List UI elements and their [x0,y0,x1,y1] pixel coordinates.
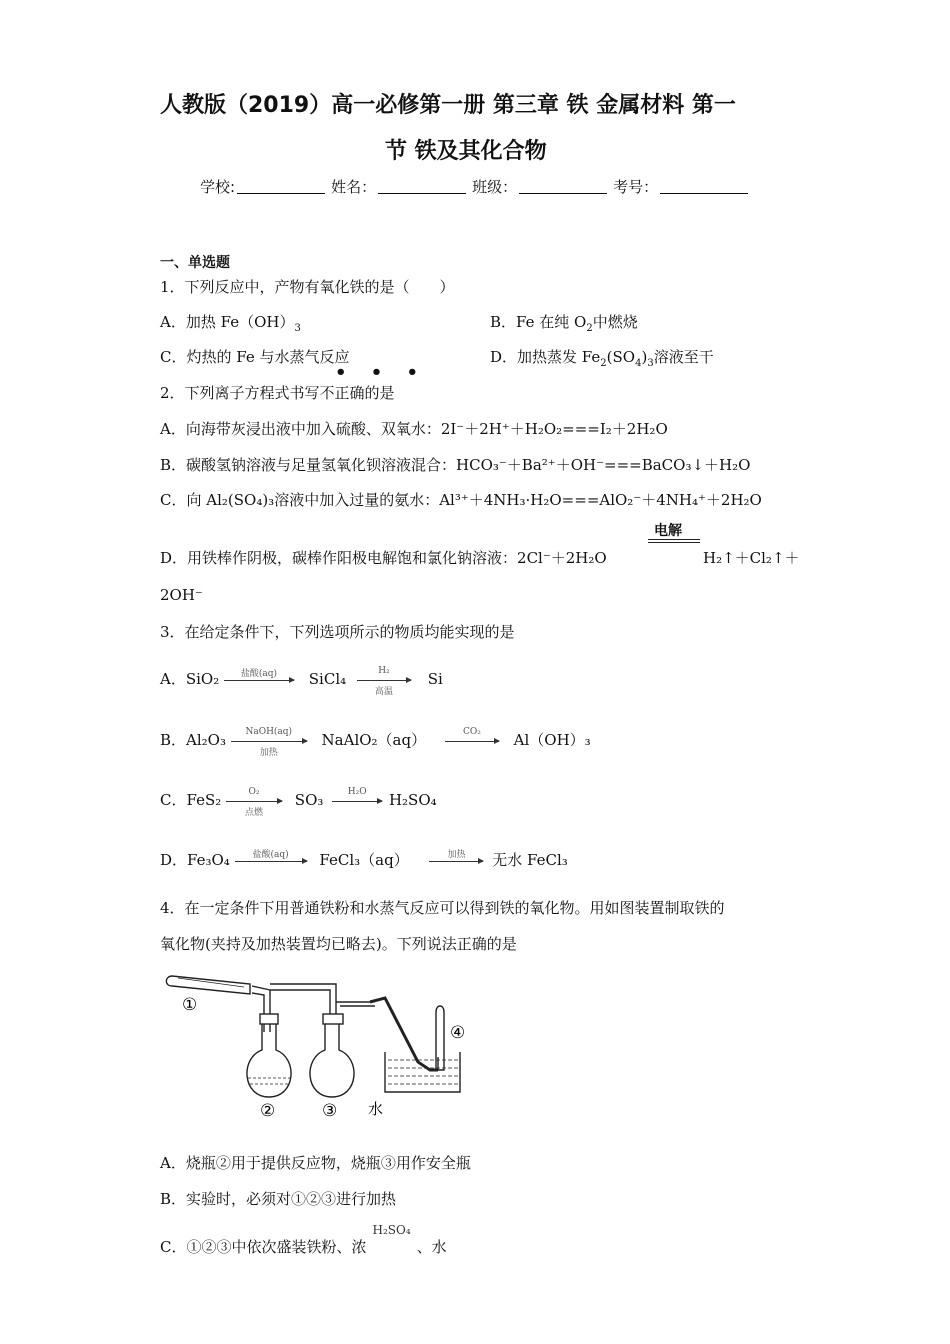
name-blank[interactable] [378,179,466,194]
stopper [260,1014,278,1024]
q3-option-c [160,786,437,818]
label-3: ③ [322,1101,338,1121]
q2-option-a: A．向海带灰浸出液中加入硫酸、双氧水：2I⁻＋2H⁺＋H₂O₂===I₂＋2H₂O [160,420,668,438]
q3-a-reactant: A．SiO₂ [160,670,220,688]
flask-2 [247,1024,291,1097]
q3-d-reactant: D．Fe₃O₄ [160,851,230,869]
water-label: 水 [368,1100,384,1118]
reaction-arrow: NaOH(aq) 加热 [231,741,307,742]
reaction-arrow: H₂ 高温 [357,680,411,681]
q2-option-d-products: H₂↑＋Cl₂↑＋ [703,549,800,567]
q1-stem: 1．下列反应中，产物有氧化铁的是（ ） [160,278,455,296]
q2-option-c: C．向 Al₂(SO₄)₃溶液中加入过量的氨水：Al³⁺＋4NH₃·H₂O===AlO₂⁻＋4NH₄⁺＋2H₂O [160,491,762,509]
q4-stem-line-1: 4．在一定条件下用普通铁粉和水蒸气反应可以得到铁的氧化物。用如图装置制取铁的 [160,899,725,917]
q3-d-intermediate: FeCl₃（aq） [319,851,409,869]
reaction-arrow: CO₂ [445,741,499,742]
exam-no-blank[interactable] [660,179,748,194]
q1-option-d: D．加热蒸发 $Fe_2(SO_4)_3$溶液至干 [490,348,714,369]
q3-option-d [160,849,568,870]
name-label: 姓名： [331,178,377,196]
reaction-arrow: O₂ 点燃 [226,801,282,802]
reaction-arrow: 盐酸(aq) [224,680,294,681]
q3-option-b [160,726,591,758]
label-4: ④ [450,1023,466,1043]
q2-stem: 2．下列离子方程式书写不正确的是 [160,384,395,402]
q4-option-c: C．①②③中依次盛装铁粉、浓$^{H_2SO_4}$、水 [160,1223,447,1256]
exam-no-label: 考号： [613,178,659,196]
q3-c-reactant: C．FeS₂ [160,791,222,809]
q3-a-product: Si [427,670,443,688]
q1-option-b: B．Fe 在纯 $O_2$中燃烧 [490,313,638,334]
q3-c-intermediate: SO₃ [294,791,324,809]
emphasis-dots: • • • [335,362,428,383]
class-label: 班级： [472,178,518,196]
apparatus-diagram [160,962,480,1122]
q4-option-a: A．烧瓶②用于提供反应物，烧瓶③用作安全瓶 [160,1154,471,1172]
q3-b-reactant: B．Al₂O₃ [160,731,226,749]
label-2: ② [260,1101,276,1121]
reaction-arrow: 加热 [429,861,483,862]
q3-b-product: Al（OH）₃ [513,731,591,749]
electrolysis-bar-bottom [648,542,700,543]
class-blank[interactable] [519,179,607,194]
collection-tube [436,1006,444,1070]
title-line-2: 节 铁及其化合物 [385,139,547,164]
q4-option-b: B．实验时，必须对①②③进行加热 [160,1190,397,1208]
school-label: 学校: [200,178,236,196]
label-1: ① [182,995,198,1015]
reaction-tube [166,976,250,994]
electrolysis-bar-top [648,539,700,540]
q2-option-d: D．用铁棒作阴极，碳棒作阳极电解饱和氯化钠溶液：2Cl⁻＋2H₂O [160,549,607,567]
electrolysis-label: 电解 [654,523,682,539]
q4-stem-line-2: 氧化物(夹持及加热装置均已略去)。下列说法正确的是 [160,935,517,953]
q2-option-b: B．碳酸氢钠溶液与足量氢氧化钡溶液混合：HCO₃⁻＋Ba²⁺＋OH⁻===BaCO₃↓＋H₂O [160,456,751,474]
q2-option-d-continued: 2OH⁻ [160,586,203,604]
student-info-line [200,176,754,197]
water-trough [385,1052,460,1092]
section-heading: 一、单选题 [160,255,230,271]
q3-stem: 3．在给定条件下，下列选项所示的物质均能实现的是 [160,623,515,641]
reaction-arrow: H₂O [332,801,382,802]
reaction-arrow: 盐酸(aq) [235,861,307,862]
flask-3 [310,1024,354,1097]
school-blank[interactable] [237,179,325,194]
q3-option-a [160,665,443,697]
q3-b-intermediate: NaAlO₂（aq） [321,731,427,749]
q1-option-a: A．加热 $Fe(OH)_3$ [160,313,301,334]
q1-option-c: C．灼热的 Fe 与水蒸气反应 [160,348,350,366]
title-line-1: 人教版（2019）高一必修第一册 第三章 铁 金属材料 第一 [160,93,736,118]
q3-d-product: 无水 FeCl₃ [492,851,568,869]
q3-a-intermediate: SiCl₄ [308,670,347,688]
q3-c-product: H₂SO₄ [388,791,437,809]
